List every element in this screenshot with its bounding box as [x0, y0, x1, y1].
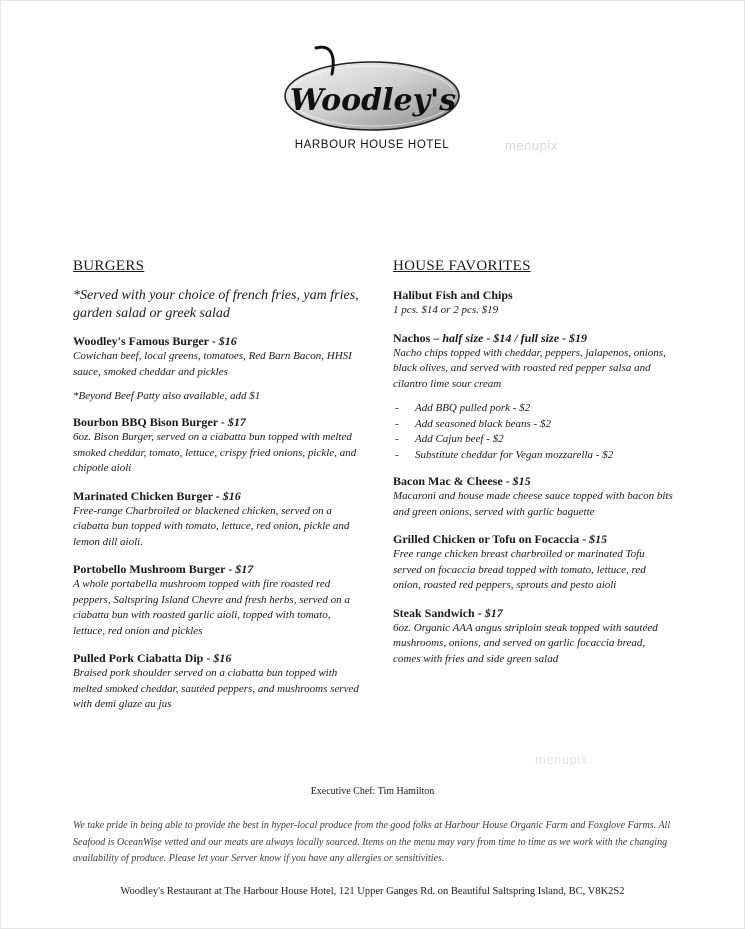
item-name: Steak Sandwich - [393, 605, 485, 620]
nachos-addons-list [393, 401, 675, 463]
item-name: Bourbon BBQ Bison Burger - [73, 415, 228, 429]
menu-item [393, 473, 675, 520]
item-name: Halibut Fish and Chips [393, 288, 513, 302]
addon-item: - Add BBQ pulled pork - $2 [393, 401, 675, 417]
menu-item [73, 333, 363, 380]
watermark-text-bottom: menupix [535, 752, 588, 767]
addon-item: - Add Cajun beef - $2 [393, 432, 675, 448]
item-price: $16 [222, 488, 241, 503]
item-name: Woodley's Famous Burger - [73, 334, 219, 348]
item-description: Macaroni and house made cheese sauce topped with bacon bits and green onions, served with garlic baguette [393, 490, 673, 518]
item-description: Nacho chips topped with cheddar, peppers, jalapenos, onions, black olives, and served with roasted red pepper salsa and cilantro lime sour cream [393, 346, 666, 390]
burgers-section [73, 258, 363, 724]
house-favorites-section [393, 258, 675, 678]
menu-item [73, 650, 363, 713]
item-description: 1 pcs. $14 or 2 pcs. $19 [393, 304, 499, 316]
item-description: Free-range Charbroiled or blackened chicken, served on a ciabatta bun topped with tomato, lettuce, red onion, pickle and lemon dill aioli. [73, 504, 350, 548]
watermark-text: menupix [505, 138, 558, 153]
sourcing-statement: We take pride in being able to provide the best in hyper-local produce from the good folks at Harbour House Organic Farm and Foxglove Farms. All Seafood is OceanWise vetted and our meats are always locally sourced. Items on the menu may vary from time to time as we work with the changing availability of produce. Please let your Server know if you have any allergies or sensitivities. [73, 820, 671, 864]
item-price: $17 [484, 605, 503, 620]
logo-subtitle: HARBOUR HOUSE HOTEL [294, 139, 450, 151]
item-price: $15 [589, 532, 608, 546]
item-title [73, 561, 363, 577]
menu-item [73, 488, 363, 551]
item-description: A whole portabella mushroom topped with fire roasted red peppers, Saltspring Island Chevre and fresh herbs, served on a ciabatta bun with roasted garlic aioli, topped with tomato, lettuce, red onion and pickles [73, 578, 350, 637]
item-price: $16 [213, 651, 232, 665]
restaurant-address: Woodley's Restaurant at The Harbour House Hotel, 121 Upper Ganges Rd. on Beautiful Saltspring Island, BC, V8K2S2 [120, 886, 625, 897]
addon-item: - Substitute cheddar for Vegan mozzarella - $2 [393, 448, 675, 464]
item-title [73, 414, 363, 430]
item-name: Grilled Chicken or Tofu on Focaccia - [393, 532, 590, 546]
item-price: $17 [227, 415, 246, 429]
logo-script: Woodley's [289, 83, 457, 118]
served-with-note: *Served with your choice of french fries, yam fries, garden salad or greek salad [73, 288, 359, 321]
item-title [393, 605, 675, 621]
item-name: Portobello Mushroom Burger - [73, 562, 236, 576]
beyond-beef-note: *Beyond Beef Patty also available, add $1 [73, 390, 261, 402]
item-title [393, 330, 675, 346]
item-name: Nachos – [393, 330, 443, 345]
burgers-heading: BURGERS [73, 258, 145, 274]
menu-item [393, 287, 675, 319]
menu-item [73, 414, 363, 477]
item-title [73, 650, 363, 666]
house-favorites-heading: HOUSE FAVORITES [393, 258, 531, 274]
addon-item: - Add seasoned black beans - $2 [393, 417, 675, 433]
item-price: $16 [218, 334, 237, 348]
item-description: 6oz. Bison Burger, served on a ciabatta bun topped with melted smoked cheddar, tomato, lettuce, crispy fried onions, pickle, and chipotle aioli [73, 431, 357, 474]
item-description: 6oz. Organic AAA angus striploin steak topped with sautéed mushrooms, onions, and served on garlic focaccia bread, comes with fries and side green salad [393, 621, 658, 665]
item-title [73, 333, 363, 349]
item-description: Free range chicken breast charbroiled or marinated Tofu served on focaccia bread topped with tomato, lettuce, red onion, roasted red peppers, sprouts and pesto aioli [393, 548, 646, 591]
item-name: Marinated Chicken Burger - [73, 488, 223, 503]
item-name: Bacon Mac & Cheese - [393, 474, 513, 488]
menu-item [393, 605, 675, 668]
item-title [73, 488, 363, 504]
item-title [393, 473, 675, 489]
item-description: Braised pork shoulder served on a ciabatta bun topped with melted smoked cheddar, sautéed peppers, and mushrooms served with demi glaze au jus [73, 667, 359, 710]
item-description: Cowichan beef, local greens, tomatoes, Red Barn Bacon, HHSI sauce, smoked cheddar and pickles [73, 350, 352, 378]
item-sizes: half size - $14 / full size - $19 [442, 330, 588, 345]
menu-item [393, 531, 675, 594]
item-title [393, 531, 675, 547]
menu-item [73, 561, 363, 639]
menu-item [393, 330, 675, 393]
executive-chef-line: Executive Chef: Tim Hamilton [310, 786, 435, 797]
logo-graphic [272, 40, 472, 152]
logo [272, 40, 472, 152]
item-price: $15 [512, 474, 531, 488]
item-name: Pulled Pork Ciabatta Dip - [73, 651, 214, 665]
item-price: $17 [235, 562, 254, 576]
